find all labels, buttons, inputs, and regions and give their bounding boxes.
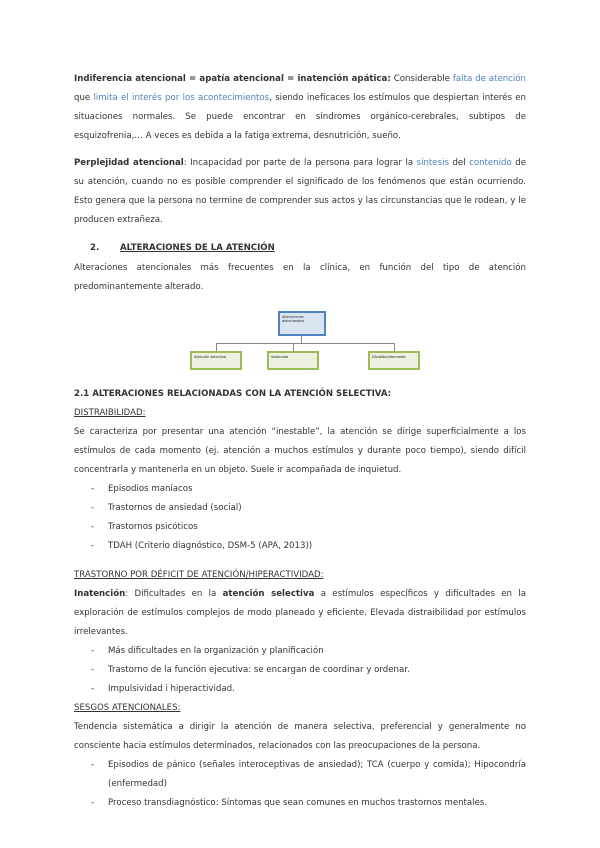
text-fragment: : Dificultades en la [125, 589, 223, 599]
highlight-limita-interes: limita el interés por los acontecimientos [93, 93, 270, 103]
section-2-heading [74, 240, 526, 257]
diagram-connector [216, 343, 217, 351]
sesgos-heading: SESGOS ATENCIONALES: [74, 703, 181, 713]
text-fragment: : Incapacidad por parte de la persona para lograr la [183, 158, 417, 168]
text-fragment: Considerable [390, 74, 453, 84]
diagram-connector [293, 343, 294, 351]
term-indiferencia: Indiferencia atencional = apatía atencional = inatención apática: [74, 74, 391, 84]
text-fragment: de su atención, cuando no es posible comprender el significado de los fenómenos que están ocurriendo. Esto genera que la persona no termine de comprender sus actos y las circunstancias que le rodean, y le producen extrañeza. [74, 158, 526, 225]
term-atencion-selectiva: atención selectiva [222, 589, 315, 599]
diagram-child-dividida: Dividida/alternante [368, 351, 420, 370]
text-fragment: que [74, 93, 94, 103]
highlight-sintesis: síntesis [416, 158, 449, 168]
highlight-falta-atencion: falta de atención [452, 74, 526, 84]
list-item: - Impulsividad i hiperactividad. [74, 680, 526, 699]
list-item: - Más dificultades en la organización y planificación [74, 642, 526, 661]
diagram-child-sostenida: Sostenida [267, 351, 319, 370]
text-fragment: a estímulos específicos y dificultades en la exploración de estímulos complejos de modo planeado y eficiente. Elevada distraibilidad por estímulos irrelevantes. [74, 589, 526, 637]
document-page [74, 70, 526, 813]
text-fragment: del [448, 158, 470, 168]
distraibilidad-text: Se caracteriza por presentar una atención “inestable”, la atención se dirige superficialmente a los estímulos de cada momento (ej. atención a muchos estímulos y durante poco tiempo), siendo difícil concentrarla y mantenerla en un objeto. Suele ir acompañada de inquietud. [74, 427, 526, 475]
paragraph-perplejidad [74, 154, 526, 230]
highlight-contenido: contenido [469, 158, 512, 168]
diagram-connector [216, 343, 394, 344]
text-fragment: , siendo ineficaces los estímulos que despiertan interés en situaciones normales. Se puede encontrar en síndromes orgánico-cerebrales, subtipos de esquizofrenia,… A veces es debida a la fatiga extrema, desnutrición, sueño. [74, 93, 526, 141]
distraibilidad-heading: DISTRAIBILIDAD: [74, 408, 146, 418]
term-inatencion: Inatención [74, 589, 126, 599]
diagram-connector [301, 336, 302, 343]
list-item: - Trastorno de la función ejecutiva: se encargan de coordinar y ordenar. [74, 661, 526, 680]
sesgos-text: Tendencia sistemática a dirigir la atención de manera selectiva, preferencial y generalmente no consciente hacia estímulos determinados, relacionados con las preocupaciones de la persona. [74, 722, 526, 751]
tdah-heading: TRASTORNO POR DÉFICIT DE ATENCIÓN/HIPERACTIVIDAD: [74, 570, 324, 580]
inatencion-paragraph [74, 585, 526, 642]
list-item: - Episodios de pánico (señales interoceptivas de ansiedad); TCA (cuerpo y comida); Hipocondría (enfermedad) [74, 756, 526, 794]
term-perplejidad: Perplejidad atencional [74, 158, 184, 168]
section-2-intro: Alteraciones atencionales más frecuentes en la clínica, en función del tipo de atención predominantemente alterado. [74, 263, 526, 292]
diagram-child-selectiva: Atención selectiva [190, 351, 242, 370]
list-item: - Proceso transdiagnóstico: Síntomas que sean comunes en muchos trastornos mentales. [74, 794, 526, 813]
list-item: - TDAH (Criterio diagnóstico, DSM-5 (APA, 2013)) [74, 537, 526, 556]
list-item: - Trastornos de ansiedad (social) [74, 499, 526, 518]
section-2-1-heading: 2.1 ALTERACIONES RELACIONADAS CON LA ATENCIÓN SELECTIVA: [74, 389, 392, 399]
section-number: 2. [90, 243, 100, 253]
list-item: - Trastornos psicóticos [74, 518, 526, 537]
diagram-connector [394, 343, 395, 351]
paragraph-indiferencia [74, 70, 526, 146]
tdah-list [74, 642, 526, 699]
section-title: ALTERACIONES DE LA ATENCIÓN [120, 243, 275, 253]
list-item: - Episodios maníacos [74, 480, 526, 499]
diagram-root-box: Alteraciones atencionales [278, 311, 326, 336]
distraibilidad-list [74, 480, 526, 556]
sesgos-list [74, 756, 526, 813]
attention-diagram [74, 303, 526, 375]
